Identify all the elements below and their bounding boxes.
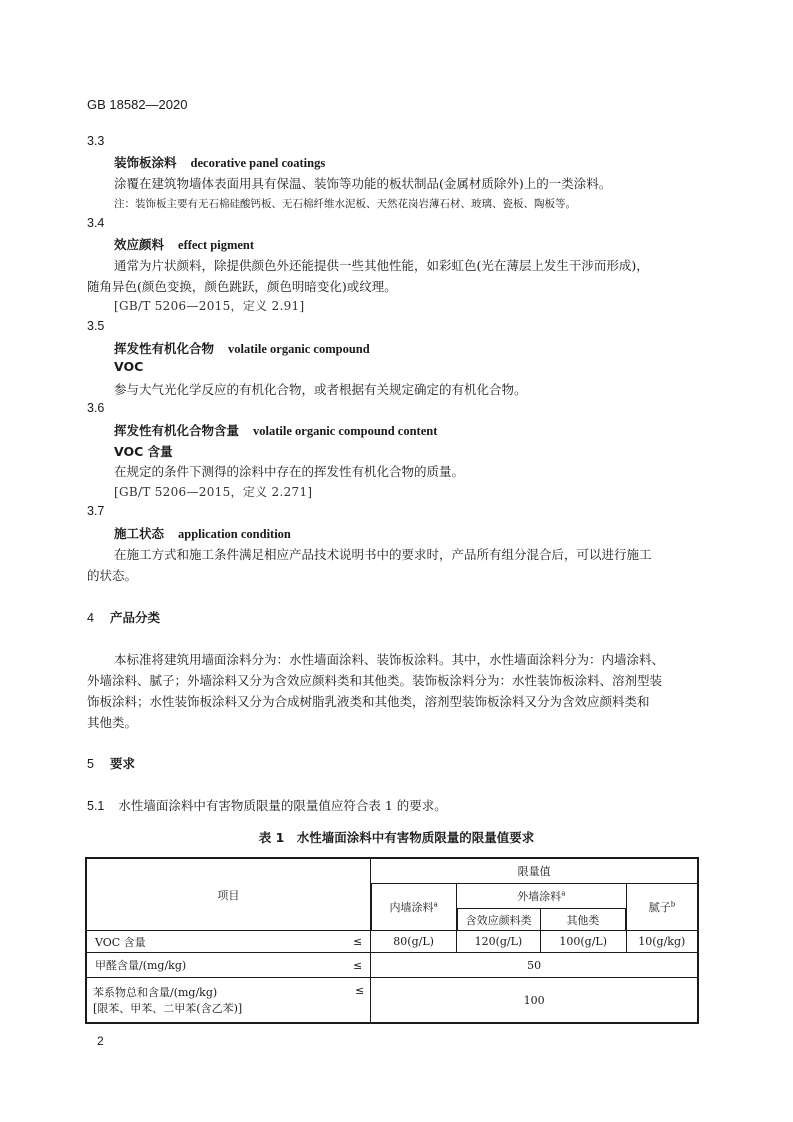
table-caption: 表 1 水性墙面涂料中有害物质限量的限量值要求 <box>258 830 535 845</box>
limits-table <box>85 857 699 1024</box>
cell-value: 120(g/L) <box>457 931 541 953</box>
row-label: 甲醛含量/(mg/kg) ≤ <box>86 953 371 978</box>
definition-continued: 随角异色(颜色变换，颜色跳跃，颜色明暗变化)或纹理。 <box>87 279 397 294</box>
reference: [GB/T 5206—2015，定义 2.91] <box>114 299 305 313</box>
cell-value: 50 <box>371 953 698 978</box>
definition: 在规定的条件下测得的涂料中存在的挥发性有机化合物的质量。 <box>114 464 465 479</box>
term-english: effect pigment <box>178 238 255 252</box>
row-label-sub: [限苯、甲苯、二甲苯(含乙苯)] <box>93 1002 243 1015</box>
paragraph-line: 本标准将建筑用墙面涂料分为：水性墙面涂料、装饰板涂料。其中，水性墙面涂料分为：内墙涂料、 <box>114 652 665 667</box>
row-label: VOC 含量 ≤ <box>86 931 371 953</box>
clause-number: 3.6 <box>87 401 105 415</box>
term-english: volatile organic compound content <box>253 424 438 438</box>
table-header-row <box>86 858 698 884</box>
term-heading <box>114 421 437 439</box>
term-chinese: 施工状态 <box>114 526 165 541</box>
definition: 参与大气光化学反应的有机化合物，或者根据有关规定确定的有机化合物。 <box>114 382 527 397</box>
term-heading <box>114 339 370 357</box>
table-row <box>86 978 698 1024</box>
reference: [GB/T 5206—2015，定义 2.271] <box>114 485 313 499</box>
header-putty: 腻子$^b$ <box>626 884 698 931</box>
header-interior: 内墙涂料$^a$ <box>371 884 457 931</box>
section-heading <box>87 608 160 626</box>
header-limit: 限量值 <box>371 858 698 884</box>
clause-text: 水性墙面涂料中有害物质限量的限量值应符合表 1 的要求。 <box>118 798 447 813</box>
term-abbreviation: VOC <box>114 359 144 374</box>
cell-value: 100 <box>371 978 698 1024</box>
header-exterior: 外墙涂料$^a$ <box>457 884 627 909</box>
section-title: 要求 <box>109 756 135 771</box>
term-english: application condition <box>178 527 291 541</box>
table-row <box>86 953 698 978</box>
paragraph-line: 外墙涂料、腻子；外墙涂料又分为含效应颜料类和其他类。装饰板涂料分为：水性装饰板涂料、溶剂型装 <box>87 673 663 688</box>
definition: 通常为片状颜料，除提供颜色外还能提供一些其他性能，如彩虹色(光在薄层上发生干涉而形成)， <box>114 258 649 273</box>
term-heading <box>114 524 291 542</box>
note: 注：装饰板主要有无石棉硅酸钙板、无石棉纤维水泥板、天然花岗岩薄石材、玻璃、瓷板、陶板等。 <box>114 198 576 210</box>
section-title: 产品分类 <box>109 610 160 625</box>
header-other: 其他类 <box>540 909 626 931</box>
term-heading <box>114 235 254 253</box>
definition: 涂覆在建筑物墙体表面用具有保温、装饰等功能的板状制品(金属材质除外)上的一类涂料。 <box>114 176 612 191</box>
clause-number: 5.1 <box>87 799 105 813</box>
definition: 在施工方式和施工条件满足相应产品技术说明书中的要求时，产品所有组分混合后，可以进行施工 <box>114 547 652 562</box>
cell-value: 100(g/L) <box>540 931 626 953</box>
paragraph-line: 其他类。 <box>87 715 138 730</box>
page-header: GB 18582—2020 <box>87 97 188 112</box>
clause-5-1 <box>87 796 447 814</box>
row-label: 苯系物总和含量/(mg/kg) ≤ [限苯、甲苯、二甲苯(含乙苯)] <box>86 978 371 1024</box>
cell-value: 10(g/kg) <box>626 931 698 953</box>
clause-number: 3.3 <box>87 134 105 148</box>
definition-continued: 的状态。 <box>87 568 138 583</box>
term-heading <box>114 153 325 171</box>
header-item: 项目 <box>86 858 371 931</box>
header-effect-pigment: 含效应颜料类 <box>457 909 541 931</box>
term-chinese: 效应颜料 <box>114 237 165 252</box>
term-chinese: 挥发性有机化合物含量 <box>114 423 240 438</box>
term-chinese: 装饰板涂料 <box>114 155 177 170</box>
term-english: decorative panel coatings <box>190 156 326 170</box>
page-number: 2 <box>97 1034 104 1048</box>
cell-value: 80(g/L) <box>371 931 457 953</box>
clause-number: 3.4 <box>87 216 105 230</box>
paragraph-line: 饰板涂料；水性装饰板涂料又分为合成树脂乳液类和其他类，溶剂型装饰板涂料又分为含效应颜料类和 <box>87 694 650 709</box>
section-number: 4 <box>87 611 94 625</box>
section-heading <box>87 754 135 772</box>
term-abbreviation: VOC 含量 <box>114 444 173 459</box>
term-english: volatile organic compound <box>228 342 370 356</box>
section-number: 5 <box>87 757 94 771</box>
clause-number: 3.5 <box>87 319 105 333</box>
table-row <box>86 931 698 953</box>
clause-number: 3.7 <box>87 504 105 518</box>
term-chinese: 挥发性有机化合物 <box>114 341 215 356</box>
